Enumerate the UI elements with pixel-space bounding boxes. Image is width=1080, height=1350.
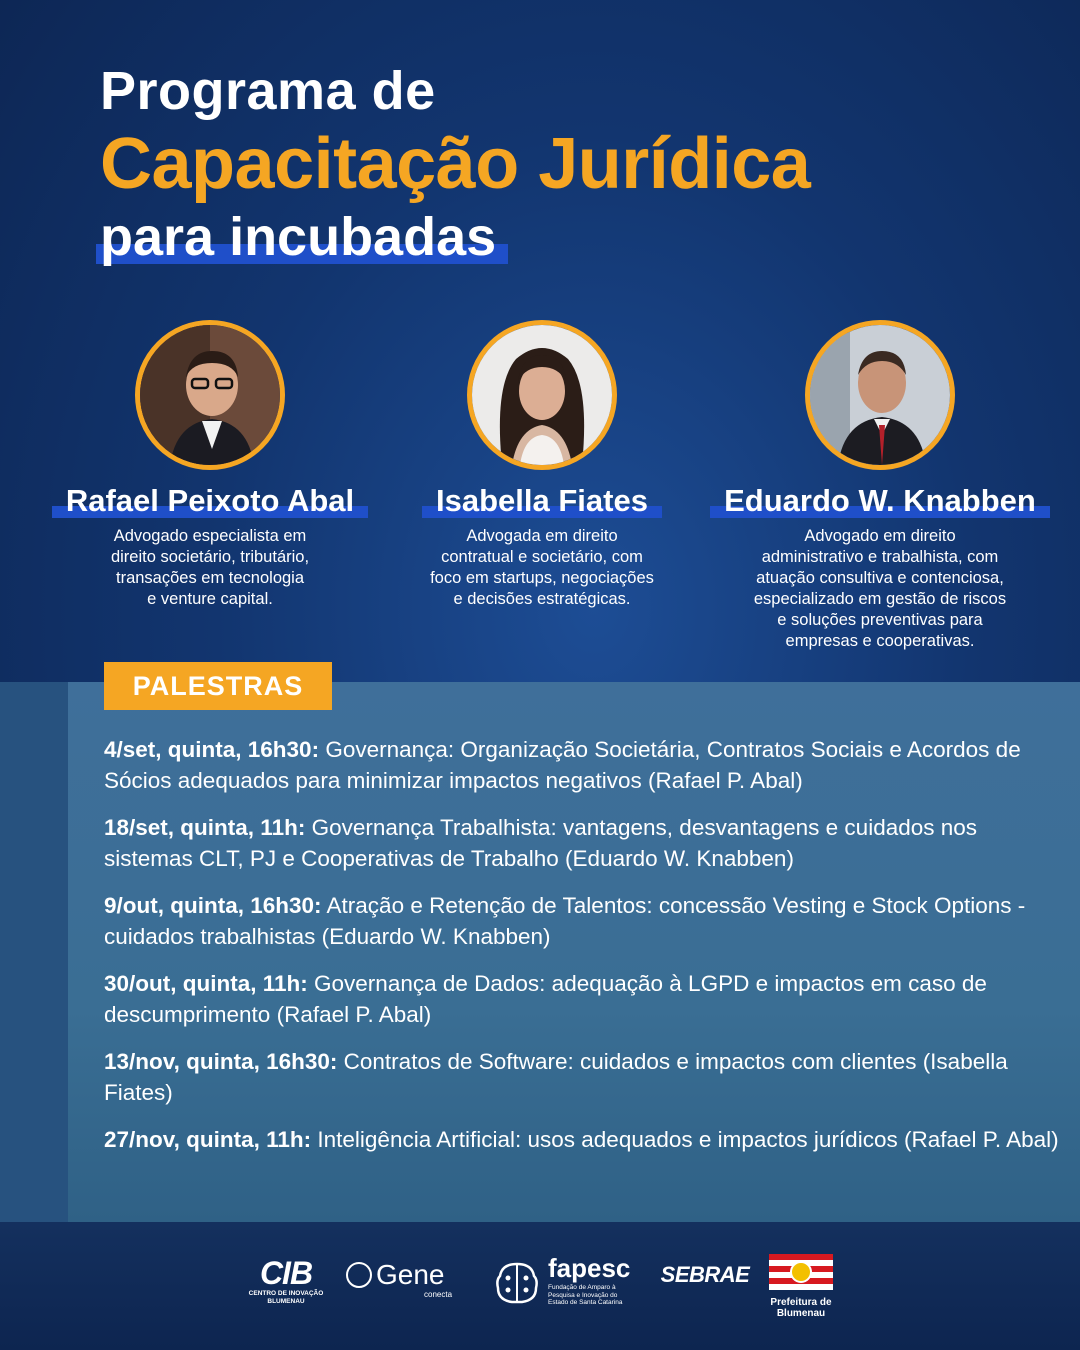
talk-item [104, 890, 1064, 952]
speaker-name-wrap-1 [66, 482, 354, 520]
sebrae-mark: SEBRAE [660, 1262, 750, 1287]
speaker-name: Isabella Fiates [436, 483, 648, 518]
title-line-3-wrap [100, 206, 496, 268]
title-line-1: Programa de [100, 61, 436, 121]
speaker-card-3 [710, 320, 1050, 652]
blumenau-flag-icon [769, 1254, 833, 1290]
title-line-3: para incubadas [100, 207, 497, 267]
gene-mark: Gene [376, 1259, 445, 1290]
speaker-photo-2 [467, 320, 617, 470]
prefeitura-logo [766, 1254, 836, 1319]
talk-date: 13/nov, quinta, 16h30: [104, 1049, 338, 1074]
gene-brain-icon [346, 1262, 372, 1288]
speaker-name: Eduardo W. Knabben [724, 483, 1036, 518]
talks-list [104, 734, 1064, 1171]
speaker-card-2 [372, 320, 712, 610]
talk-text: Governança: Organização Societária, Contratos Sociais e Acordos de Sócios adequados para minimizar impactos negativos (Rafael P. Abal) [104, 737, 1021, 793]
talk-text: Governança de Dados: adequação à LGPD e impactos em caso de descumprimento (Rafael P. Abal) [104, 971, 987, 1027]
speaker-bio: Advogado em direito administrativo e trabalhista, com atuação consultiva e contenciosa, especializado em gestão de riscos e soluções preventivas para empresas e cooperativas. [753, 527, 1007, 650]
speaker-name: Rafael Peixoto Abal [65, 483, 355, 518]
talk-date: 9/out, quinta, 16h30: [104, 893, 322, 918]
talk-item [104, 734, 1064, 796]
panel-left-strip [0, 682, 68, 1222]
talk-date: 4/set, quinta, 16h30: [104, 737, 320, 762]
fapesc-brain-icon [494, 1260, 540, 1306]
talk-text: Atração e Retenção de Talentos: concessão Vesting e Stock Options - cuidados trabalhistas (Eduardo W. Knabben) [104, 893, 1026, 949]
title-block [100, 58, 810, 268]
speaker-card-1 [40, 320, 380, 610]
talk-text: Contratos de Software: cuidados e impactos com clientes (Isabella Fiates) [104, 1049, 1008, 1105]
talk-item [104, 812, 1064, 874]
talk-item [104, 1046, 1064, 1108]
fapesc-mark: fapesc [548, 1253, 631, 1283]
talk-item [104, 1124, 1064, 1155]
cib-caption: CENTRO DE INOVAÇÃO BLUMENAU [248, 1290, 324, 1305]
speaker-bio: Advogado especialista em direito societário, tributário, transações em tecnologia e venture capital. [110, 527, 310, 608]
speaker-name-wrap-3 [724, 482, 1036, 520]
speaker-photo-3 [805, 320, 955, 470]
talk-item [104, 968, 1064, 1030]
cib-logo [244, 1256, 328, 1306]
speaker-photo-1 [135, 320, 285, 470]
prefeitura-caption: Prefeitura de Blumenau [770, 1297, 832, 1319]
talk-date: 27/nov, quinta, 11h: [104, 1127, 312, 1152]
sebrae-logo [660, 1262, 750, 1288]
section-badge: PALESTRAS [104, 662, 332, 710]
fapesc-caption: Fundação de Amparo à Pesquisa e Inovação do Estado de Santa Catarina [548, 1284, 623, 1306]
talk-date: 18/set, quinta, 11h: [104, 815, 306, 840]
talk-text: Inteligência Artificial: usos adequados e impactos jurídicos (Rafael P. Abal) [311, 1127, 1059, 1152]
title-line-2: Capacitação Jurídica [100, 124, 811, 204]
talk-text: Governança Trabalhista: vantagens, desvantagens e cuidados nos sistemas CLT, PJ e Cooperativas de Trabalho (Eduardo W. Knabben) [104, 815, 978, 871]
speaker-bio: Advogada em direito contratual e societário, com foco em startups, negociações e decisões estratégicas. [430, 527, 654, 608]
cib-mark: CIB [259, 1255, 313, 1291]
talk-date: 30/out, quinta, 11h: [104, 971, 308, 996]
footer-logos [0, 1222, 1080, 1350]
gene-caption: conecta [424, 1290, 453, 1299]
speaker-name-wrap-2 [436, 482, 648, 520]
